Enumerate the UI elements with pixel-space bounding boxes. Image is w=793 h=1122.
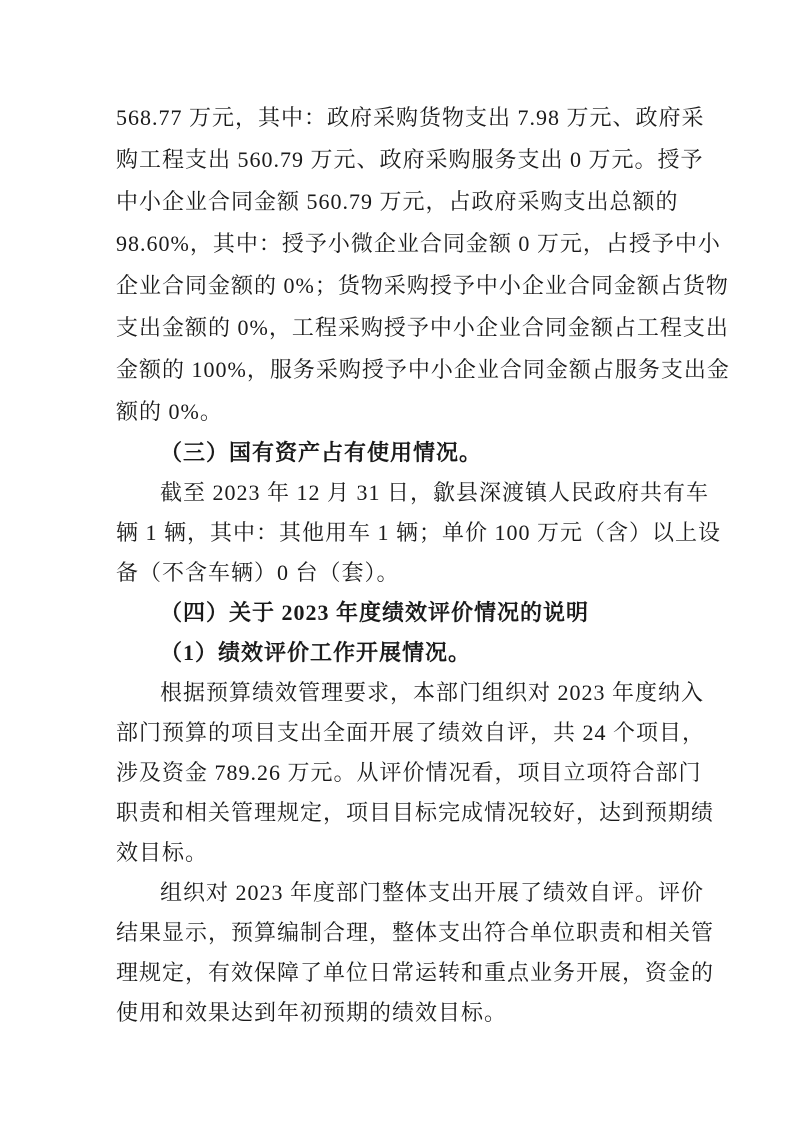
body-text-line: 金额的 100%，服务采购授予中小企业合同金额占服务支出金 xyxy=(116,357,730,382)
body-text-line: 结果显示，预算编制合理，整体支出符合单位职责和相关管 xyxy=(116,920,715,945)
section-4-heading: （四）关于 2023 年度绩效评价情况的说明 xyxy=(160,600,590,625)
section-3-heading: （三）国有资产占有使用情况。 xyxy=(160,440,483,465)
body-text-line: 备（不含车辆）0 台（套）。 xyxy=(116,560,400,585)
body-text-line: 企业合同金额的 0%；货物采购授予中小企业合同金额占货物 xyxy=(116,273,729,298)
body-text-line: 使用和效果达到年初预期的绩效目标。 xyxy=(116,1000,508,1025)
body-text-line: 职责和相关管理规定，项目目标完成情况较好，达到预期绩 xyxy=(116,800,715,825)
body-text-line: 98.60%，其中：授予小微企业合同金额 0 万元，占授予中小 xyxy=(116,231,721,256)
body-text-line: 辆 1 辆，其中：其他用车 1 辆；单价 100 万元（含）以上设 xyxy=(116,520,722,545)
body-text-line: 部门预算的项目支出全面开展了绩效自评，共 24 个项目， xyxy=(116,720,706,745)
body-text-line: 效目标。 xyxy=(116,840,209,865)
body-text-line: 理规定，有效保障了单位日常运转和重点业务开展，资金的 xyxy=(116,960,715,985)
body-text-line: 支出金额的 0%，工程采购授予中小企业合同金额占工程支出 xyxy=(116,315,729,340)
body-text-line: 根据预算绩效管理要求，本部门组织对 2023 年度纳入 xyxy=(160,680,705,705)
body-text-line: 中小企业合同金额 560.79 万元，占政府采购支出总额的 xyxy=(116,189,679,214)
body-text-line: 购工程支出 560.79 万元、政府采购服务支出 0 万元。授予 xyxy=(116,147,704,172)
body-text-line: 截至 2023 年 12 月 31 日，歙县深渡镇人民政府共有车 xyxy=(160,480,710,505)
document-body xyxy=(116,97,730,1033)
item-1-heading: （1）绩效评价工作开展情况。 xyxy=(160,640,472,665)
body-text-line: 额的 0%。 xyxy=(116,399,223,424)
body-text-line: 组织对 2023 年度部门整体支出开展了绩效自评。评价 xyxy=(160,880,705,905)
body-text-line: 568.77 万元，其中：政府采购货物支出 7.98 万元、政府采 xyxy=(116,105,705,130)
body-text-line: 涉及资金 789.26 万元。从评价情况看，项目立项符合部门 xyxy=(116,760,702,785)
